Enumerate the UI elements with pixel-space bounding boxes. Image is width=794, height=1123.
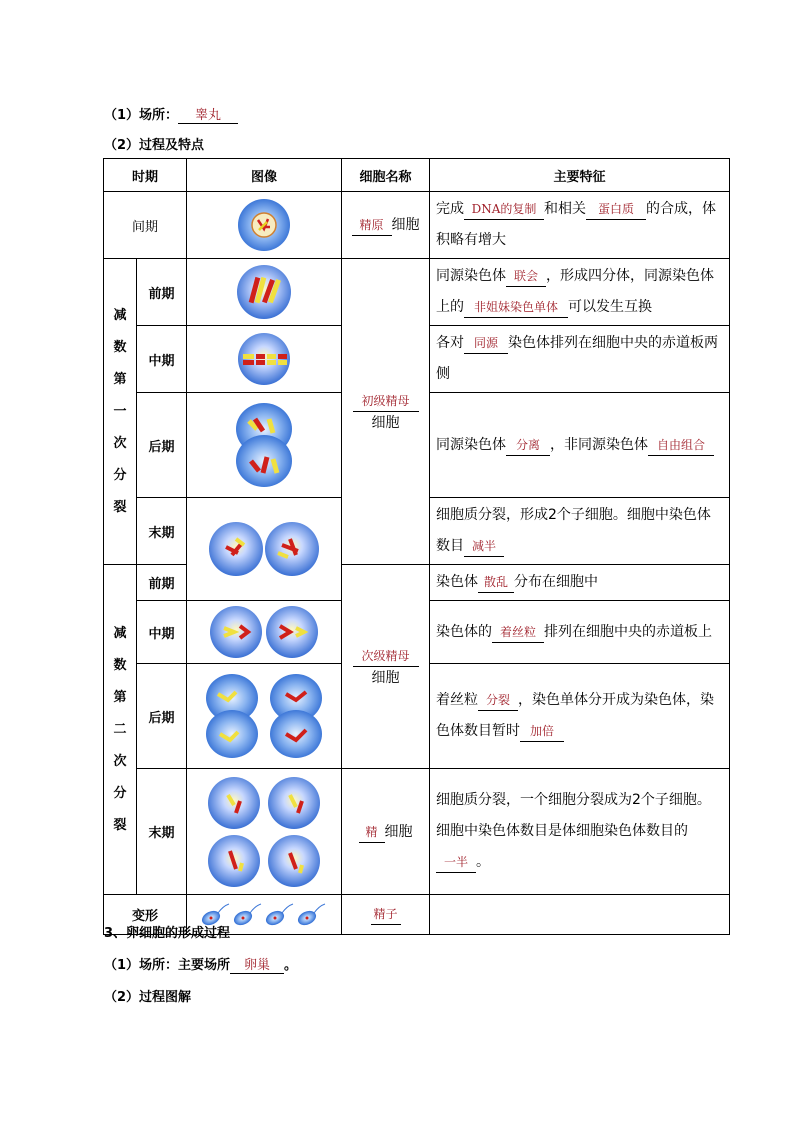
feat-answer: 同源 (464, 333, 508, 354)
feat-answer: 蛋白质 (586, 199, 646, 220)
label-char: 第 (113, 371, 127, 387)
m1-anaphase-cell-image (229, 399, 299, 491)
name-m2t-suffix: 细胞 (384, 823, 413, 840)
feat-answer: 散乱 (478, 572, 514, 593)
name-interphase (342, 192, 430, 259)
label-char: 第 (113, 689, 127, 705)
feature-m1-anaphase (430, 393, 730, 498)
label-char: 二 (113, 721, 127, 737)
label-char: 裂 (113, 499, 127, 515)
section3-place-prefix: （1）场所：主要场所 (104, 958, 231, 973)
m2-anaphase-cell-image (202, 668, 326, 764)
feat-answer: DNA的复制 (464, 199, 544, 220)
image-m1-anaphase (187, 393, 342, 498)
feat-text: 分布在细胞中 (514, 574, 599, 590)
feature-m2-metaphase (430, 601, 730, 664)
section3-place (104, 954, 297, 974)
m2-telophase-cell-image (206, 775, 322, 889)
name-interphase-suffix: 细胞 (391, 217, 420, 233)
feature-m2-anaphase (430, 664, 730, 769)
name-m2t-answer: 精 (359, 822, 385, 843)
name-transform (342, 895, 430, 935)
image-interphase (187, 192, 342, 259)
feat-text: 染色体排列在细胞中央的赤道板两侧 (436, 335, 719, 382)
header-period: 时期 (104, 159, 187, 192)
feat-text: 各对 (436, 335, 465, 351)
m1-metaphase-cell-image (234, 332, 294, 386)
name-m2-suffix: 细胞 (371, 670, 400, 686)
label-char: 分 (113, 467, 127, 483)
feat-text: 和相关 (544, 201, 587, 217)
header-cell-name: 细胞名称 (342, 159, 430, 192)
feat-answer: 分离 (506, 435, 550, 456)
feat-text: 着丝粒 (436, 692, 479, 708)
section3-place-suffix: 。 (284, 958, 298, 973)
feat-text: ，非同源染色体 (550, 436, 649, 453)
label-char: 次 (113, 753, 127, 769)
stage-m1-anaphase: 后期 (137, 393, 187, 498)
feat-text: 完成 (436, 201, 465, 217)
feat-answer: 自由组合 (648, 435, 714, 456)
section3-title: 3、卵细胞的形成过程 (104, 926, 231, 941)
stage-m2-prophase: 前期 (137, 565, 187, 601)
name-m1-answer: 初级精母 (353, 391, 419, 412)
feat-answer: 减半 (464, 536, 504, 557)
feat-text: 细胞质分裂，一个细胞分裂成为2个子细胞。细胞中染色体数目是体细胞染色体数目的 (436, 792, 711, 839)
feat-text: 染色体的 (436, 623, 493, 640)
feat-text: 同源染色体 (436, 436, 507, 453)
header-features: 主要特征 (430, 159, 730, 192)
spermatogenesis-table (103, 158, 730, 935)
section3-place-answer: 卵巢 (230, 954, 284, 974)
image-m1-prophase (187, 259, 342, 326)
meiosis1-label (104, 259, 137, 565)
feat-text: 。 (476, 854, 491, 870)
header-image: 图像 (187, 159, 342, 192)
stage-m2-metaphase: 中期 (137, 601, 187, 664)
feature-m1-prophase (430, 259, 730, 326)
image-m2-telophase (187, 769, 342, 895)
feat-text: ，形成四分体，同源染色体上的 (436, 268, 715, 315)
name-m2-answer: 次级精母 (353, 646, 419, 667)
feat-text: 同源染色体 (436, 268, 507, 284)
interphase-cell-image (234, 197, 294, 253)
stage-m1-metaphase: 中期 (137, 326, 187, 393)
label-char: 数 (113, 339, 127, 355)
feature-m1-telophase (430, 498, 730, 565)
stage-m1-telophase: 末期 (137, 498, 187, 565)
image-m2-anaphase (187, 664, 342, 769)
label-char: 分 (113, 785, 127, 801)
section3-process-title: （2）过程图解 (104, 990, 192, 1005)
feat-text: 排列在细胞中央的赤道板上 (544, 623, 713, 640)
label-char: 数 (113, 657, 127, 673)
m2-metaphase-cell-image (206, 604, 322, 660)
feat-text: 可以发生互换 (568, 299, 653, 315)
stage-m2-telophase: 末期 (137, 769, 187, 895)
label-char: 一 (113, 403, 127, 419)
feat-text: ，染色单体分开成为染色体，染色体数目暂时 (436, 692, 715, 739)
m1-prophase-cell-image (234, 263, 294, 321)
image-m1-metaphase (187, 326, 342, 393)
m1-telophase-cell-image (206, 519, 322, 579)
stage-transform: 变形 (104, 895, 187, 935)
name-meiosis1 (342, 259, 430, 565)
place-prefix: （1）场所： (104, 108, 179, 123)
feat-answer: 非姐妹染色单体 (464, 297, 568, 318)
feature-m2-telophase (430, 769, 730, 895)
feature-interphase (430, 192, 730, 259)
feat-answer: 着丝粒 (492, 622, 544, 643)
meiosis2-label (104, 565, 137, 895)
feat-text: 染色体 (436, 574, 479, 590)
label-char: 减 (113, 625, 127, 641)
stage-interphase: 间期 (104, 192, 187, 259)
name-m1-suffix: 细胞 (371, 415, 400, 431)
feature-m1-metaphase (430, 326, 730, 393)
label-char: 减 (113, 307, 127, 323)
stage-m1-prophase: 前期 (137, 259, 187, 326)
feat-answer: 联会 (506, 266, 546, 287)
image-m1-telophase (187, 498, 342, 601)
feat-text: 的合成，体积略有增大 (436, 201, 717, 248)
place-answer: 睾丸 (178, 104, 238, 124)
name-transform-answer: 精子 (371, 904, 401, 925)
feat-answer: 一半 (436, 852, 476, 873)
feat-answer: 分裂 (478, 690, 518, 711)
process-title: （2）过程及特点 (104, 138, 205, 153)
place-line (104, 104, 238, 124)
image-m2-metaphase (187, 601, 342, 664)
label-char: 裂 (113, 817, 127, 833)
feat-answer: 加倍 (520, 721, 564, 742)
name-m2-telophase (342, 769, 430, 895)
feat-text: 细胞质分裂，形成2个子细胞。细胞中染色体数目 (436, 507, 711, 554)
name-meiosis2 (342, 565, 430, 769)
name-interphase-answer: 精原 (352, 215, 392, 236)
stage-m2-anaphase: 后期 (137, 664, 187, 769)
feature-m2-prophase (430, 565, 730, 601)
feature-transform (430, 895, 730, 935)
label-char: 次 (113, 435, 127, 451)
